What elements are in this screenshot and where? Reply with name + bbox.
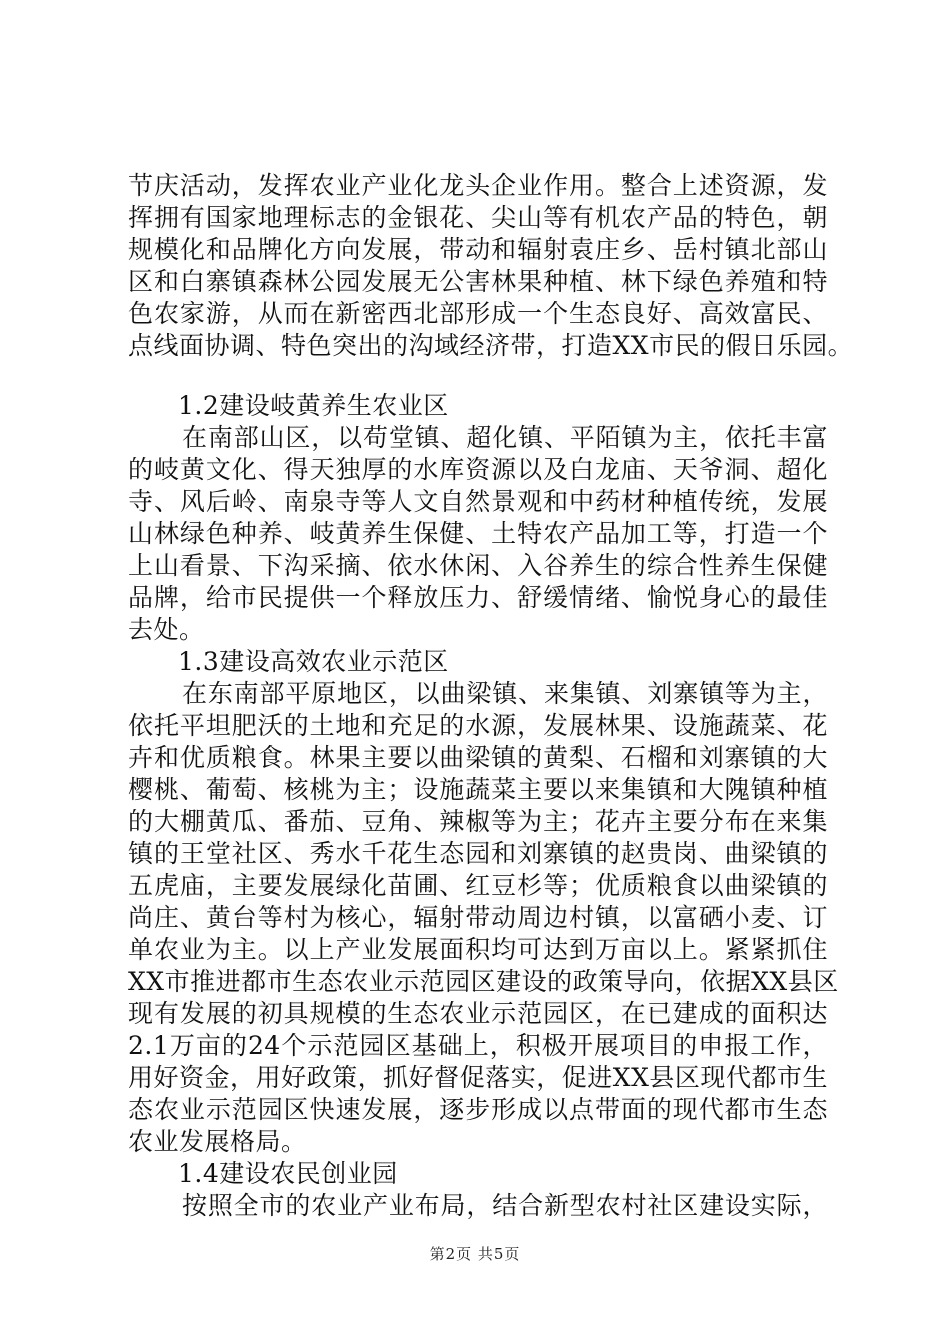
text-line: 挥拥有国家地理标志的金银花、尖山等有机农产品的特色，朝 bbox=[128, 203, 828, 232]
text-line: 的大棚黄瓜、番茄、豆角、辣椒等为主；花卉主要分布在来集 bbox=[128, 807, 828, 836]
text-line: 寺、风后岭、南泉寺等人文自然景观和中药材种植传统，发展 bbox=[128, 487, 828, 516]
text-line: 按照全市的农业产业布局，结合新型农村社区建设实际， bbox=[182, 1191, 828, 1220]
text-line: 规模化和品牌化方向发展，带动和辐射袁庄乡、岳村镇北部山 bbox=[128, 235, 828, 264]
text-line: 在南部山区，以苟堂镇、超化镇、平陌镇为主，依托丰富 bbox=[182, 423, 828, 452]
section-heading: 1.2建设岐黄养生农业区 bbox=[178, 391, 449, 420]
section-heading: 1.3建设高效农业示范区 bbox=[178, 647, 449, 676]
text-line: 现有发展的初具规模的生态农业示范园区，在已建成的面积达 bbox=[128, 999, 828, 1028]
text-line: 的岐黄文化、得天独厚的水库资源以及白龙庙、天爷洞、超化 bbox=[128, 455, 828, 484]
section-1-4 bbox=[128, 1158, 828, 1222]
text-line: 在东南部平原地区，以曲梁镇、来集镇、刘寨镇等为主， bbox=[182, 679, 828, 708]
text-line: 镇的王堂社区、秀水千花生态园和刘寨镇的赵贵岗、曲梁镇的 bbox=[128, 839, 828, 868]
section-1-3 bbox=[128, 646, 839, 1158]
text-line: 品牌，给市民提供一个释放压力、舒缓情绪、愉悦身心的最佳 bbox=[128, 583, 828, 612]
section-1-2 bbox=[128, 390, 828, 646]
text-line: 节庆活动，发挥农业产业化龙头企业作用。整合上述资源，发 bbox=[128, 171, 828, 200]
text-line: 樱桃、葡萄、核桃为主；设施蔬菜主要以来集镇和大隗镇种植 bbox=[128, 775, 828, 804]
text-line: 山林绿色种养、岐黄养生保健、土特农产品加工等，打造一个 bbox=[128, 519, 828, 548]
text-line: XX市推进都市生态农业示范园区建设的政策导向，依据XX县区 bbox=[128, 967, 839, 996]
text-line: 区和白寨镇森林公园发展无公害林果种植、林下绿色养殖和特 bbox=[128, 267, 828, 296]
paragraph-gap bbox=[128, 362, 828, 390]
text-line: 上山看景、下沟采摘、依水休闲、入谷养生的综合性养生保健 bbox=[128, 551, 828, 580]
text-line: 用好资金，用好政策，抓好督促落实，促进XX县区现代都市生 bbox=[128, 1063, 828, 1092]
text-line: 态农业示范园区快速发展，逐步形成以点带面的现代都市生态 bbox=[128, 1095, 828, 1124]
text-line: 尚庄、黄台等村为核心，辐射带动周边村镇，以富硒小麦、订 bbox=[128, 903, 828, 932]
text-line: 五虎庙，主要发展绿化苗圃、红豆杉等；优质粮食以曲梁镇的 bbox=[128, 871, 828, 900]
text-line: 卉和优质粮食。林果主要以曲梁镇的黄梨、石榴和刘寨镇的大 bbox=[128, 743, 828, 772]
text-line: 依托平坦肥沃的土地和充足的水源，发展林果、设施蔬菜、花 bbox=[128, 711, 828, 740]
text-line: 点线面协调、特色突出的沟域经济带，打造XX市民的假日乐园。 bbox=[128, 331, 854, 360]
page-number-footer: 第2页 共5页 bbox=[429, 1245, 521, 1263]
paragraph-intro bbox=[128, 170, 854, 362]
text-line: 去处。 bbox=[128, 615, 205, 644]
text-line: 2.1万亩的24个示范园区基础上，积极开展项目的申报工作， bbox=[128, 1031, 828, 1060]
text-line: 农业发展格局。 bbox=[128, 1127, 307, 1156]
text-line: 单农业为主。以上产业发展面积均可达到万亩以上。紧紧抓住 bbox=[128, 935, 828, 964]
document-body bbox=[128, 170, 854, 1222]
section-heading: 1.4建设农民创业园 bbox=[178, 1159, 398, 1188]
text-line: 色农家游，从而在新密西北部形成一个生态良好、高效富民、 bbox=[128, 299, 828, 328]
